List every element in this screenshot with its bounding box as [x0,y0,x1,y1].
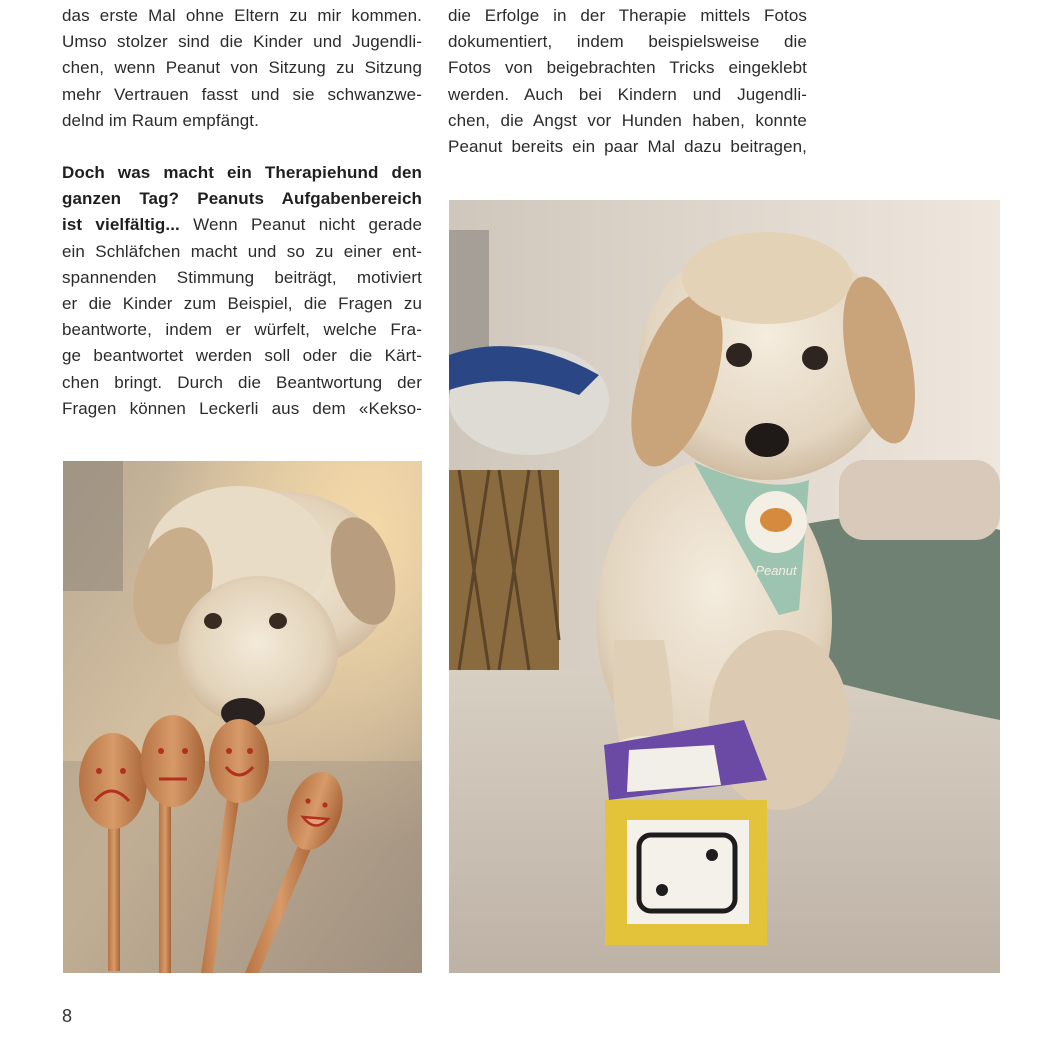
text-line: die Erfolge in der Therapie mittels Fotos [448,6,807,25]
text-line: werden. Auch bei Kindern und Jugendli- [448,84,807,104]
text-line: das erste Mal ohne Eltern zu mir kommen. [62,6,422,25]
dog-dice-illustration [449,200,1000,973]
dog-spoons-illustration [63,461,422,973]
text-line: beantworte, indem er würfelt, welche Fra- [62,320,422,340]
paragraph-2 [62,160,422,422]
page-number: 8 [62,1006,73,1026]
foam-dice [604,720,767,945]
photo-dog-with-spoons [63,461,422,973]
text-line: Umso stolzer sind die Kinder und Jugendli- [62,32,422,52]
text-line: er die Kinder zum Beispiel, die Fragen zu [62,294,422,314]
text-line: Peanut bereits ein paar Mal dazu beitragen, [448,137,807,157]
text-line [62,186,422,212]
text-line: dokumentiert, indem beispielsweise die [448,32,807,52]
left-text-column [62,3,422,422]
text-line [62,160,422,186]
bold-lead-in: ganzen Tag? Peanuts Aufgabenbereich [62,189,422,209]
text-line [62,212,422,238]
text-line: chen, die Angst vor Hunden haben, konnte [448,110,807,130]
text-line: chen bringt. Durch die Beantwortung der [62,372,422,392]
bold-lead-in: ist vielfältig... [62,215,180,235]
text-line: delnd im Raum empfängt. [62,110,259,130]
bold-lead-in: Doch was macht ein Therapiehund den [62,163,422,183]
text-line: Fragen können Leckerli aus dem «Kekso- [62,398,422,418]
text-span: Wenn Peanut nicht gerade [179,215,422,235]
bandana-label: Peanut [755,563,797,578]
text-line: ge beantwortet werden soll oder die Kärt- [62,346,422,366]
right-text-column [448,3,807,160]
text-line: spannenden Stimmung beiträgt, motiviert [62,267,422,287]
photo-dog-with-dice [449,200,1000,973]
paragraph-1 [62,3,422,134]
text-line: chen, wenn Peanut von Sitzung zu Sitzung [62,58,422,78]
text-line: ein Schläfchen macht und so zu einer ent- [62,241,422,261]
text-line: Fotos von beigebrachten Tricks eingeklebt [448,58,807,78]
paragraph-right [448,3,807,160]
text-line: mehr Vertrauen fasst und sie schwanzwe- [62,84,422,104]
